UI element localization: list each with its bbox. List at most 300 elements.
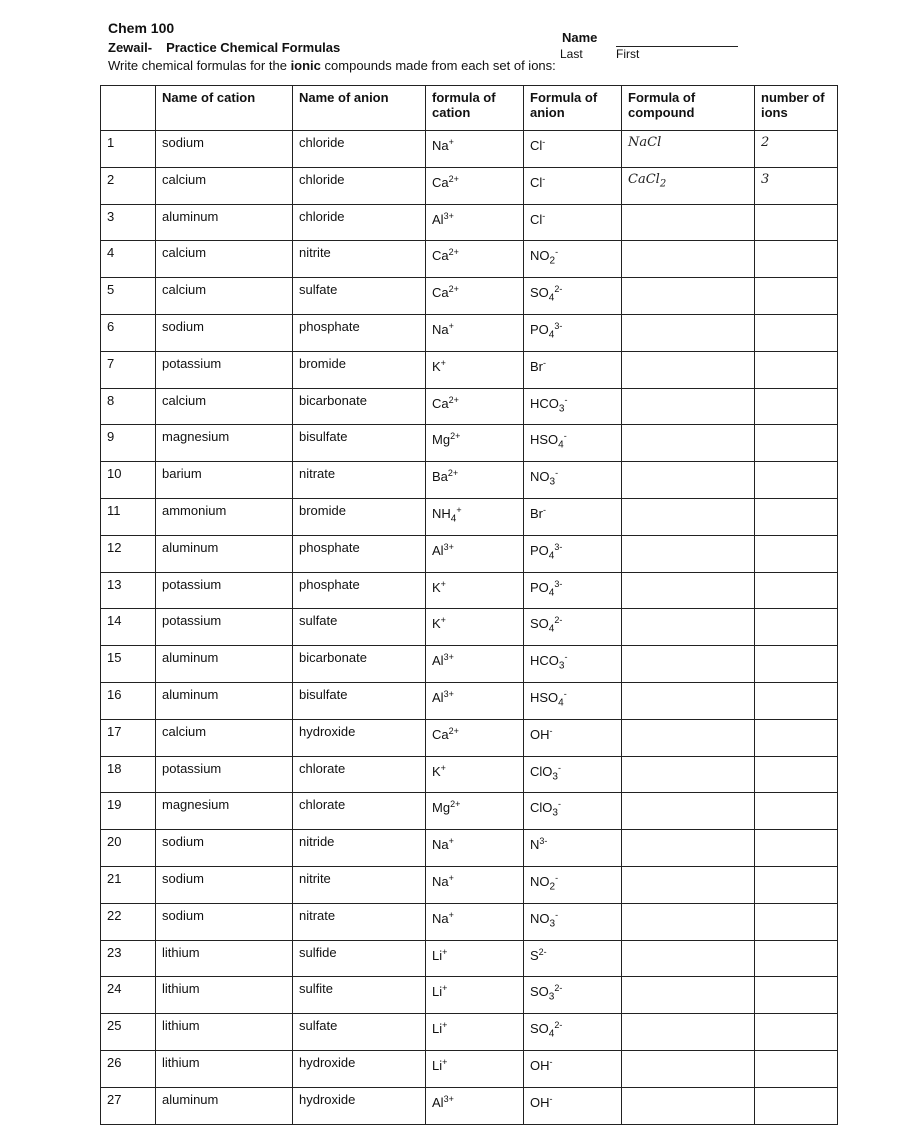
cation-name: sodium	[156, 314, 293, 351]
anion-name: bisulfate	[293, 682, 426, 719]
anion-formula	[524, 314, 622, 351]
row-number: 27	[101, 1087, 156, 1124]
cation-symbol: Ca	[432, 726, 449, 742]
anion-charge: -	[555, 872, 559, 883]
cation-charge: +	[448, 137, 454, 147]
anion-symbol: $SO_4$	[530, 285, 555, 304]
cation-symbol: K	[432, 616, 441, 632]
ion-count-input[interactable]: 3	[755, 167, 838, 204]
table-row	[101, 425, 838, 462]
compound-formula-input[interactable]	[622, 351, 755, 388]
compound-formula-input[interactable]	[622, 1014, 755, 1051]
anion-formula	[524, 830, 622, 867]
anion-symbol: $NO_3$	[530, 469, 556, 488]
ion-count-input[interactable]	[755, 241, 838, 278]
anion-symbol: Br	[530, 505, 543, 521]
instructions	[108, 58, 556, 73]
cation-charge: 2+	[447, 468, 459, 479]
anion-name: phosphate	[293, 535, 426, 572]
worksheet-title: Practice Chemical Formulas	[166, 40, 341, 55]
cation-formula	[426, 314, 524, 351]
anion-name: bicarbonate	[293, 388, 426, 425]
compound-formula-input[interactable]	[622, 498, 755, 535]
anion-formula	[524, 646, 622, 683]
header-anion-formula: Formula of anion	[524, 86, 622, 131]
table-row	[101, 1087, 838, 1124]
header-ion-count: number of ions	[755, 86, 838, 131]
cation-formula	[426, 498, 524, 535]
ion-count-input[interactable]: 2	[755, 131, 838, 168]
row-number: 18	[101, 756, 156, 793]
anion-name: bromide	[293, 351, 426, 388]
ion-count-input[interactable]	[755, 1050, 838, 1087]
cation-formula	[426, 682, 524, 719]
compound-formula-input[interactable]	[622, 903, 755, 940]
anion-formula	[524, 167, 622, 204]
compound-formula-input[interactable]	[622, 793, 755, 830]
cation-formula	[426, 462, 524, 499]
ion-count-input[interactable]	[755, 278, 838, 315]
cation-symbol: Na	[432, 321, 449, 337]
cation-symbol: Ca	[432, 248, 449, 264]
row-number: 11	[101, 498, 156, 535]
anion-charge: -	[543, 357, 546, 368]
table-row	[101, 977, 838, 1014]
row-number: 20	[101, 830, 156, 867]
anion-symbol: $SO_4$	[530, 1021, 555, 1040]
cation-symbol: $NH_4$	[432, 505, 457, 525]
anion-symbol: $PO_4$	[530, 321, 555, 341]
cation-formula	[426, 866, 524, 903]
row-number: 1	[101, 131, 156, 168]
ion-count-input[interactable]	[755, 351, 838, 388]
cation-symbol: Li	[432, 947, 443, 963]
cation-name: aluminum	[156, 1087, 293, 1124]
anion-name: nitrate	[293, 903, 426, 940]
anion-symbol: $SO_4$	[530, 616, 555, 635]
worksheet-subtitle	[108, 40, 340, 55]
table-row	[101, 646, 838, 683]
cation-symbol: Na	[432, 837, 449, 853]
anion-formula	[524, 866, 622, 903]
cation-symbol: Mg	[432, 432, 451, 448]
anion-symbol: $PO_4$	[530, 579, 555, 599]
cation-symbol: K	[432, 763, 441, 779]
ion-count-input[interactable]	[755, 535, 838, 572]
ion-count-input[interactable]	[755, 977, 838, 1014]
ion-count-input[interactable]	[755, 314, 838, 351]
anion-charge: -	[555, 247, 559, 258]
table-row	[101, 314, 838, 351]
cation-charge: +	[440, 357, 446, 368]
anion-name: sulfite	[293, 977, 426, 1014]
compound-formula-input[interactable]	[622, 1087, 755, 1124]
cation-symbol: Al	[432, 689, 444, 705]
anion-charge: -	[564, 652, 568, 663]
cation-charge: +	[440, 578, 446, 589]
cation-formula	[426, 646, 524, 683]
anion-formula	[524, 719, 622, 756]
ion-count-input[interactable]	[755, 793, 838, 830]
row-number: 8	[101, 388, 156, 425]
table-row	[101, 351, 838, 388]
cation-charge: 3+	[443, 541, 454, 552]
ion-count-input[interactable]	[755, 572, 838, 609]
cation-symbol: Na	[432, 873, 449, 889]
anion-name: chlorate	[293, 793, 426, 830]
cation-name: aluminum	[156, 204, 293, 241]
compound-formula-input[interactable]	[622, 609, 755, 646]
cation-charge: +	[440, 762, 446, 773]
header-number	[101, 86, 156, 131]
cation-name: sodium	[156, 866, 293, 903]
table-row	[101, 1050, 838, 1087]
anion-formula	[524, 425, 622, 462]
table-row	[101, 830, 838, 867]
anion-symbol: $HCO_3$	[530, 653, 565, 672]
anion-name: hydroxide	[293, 1087, 426, 1124]
table-row	[101, 462, 838, 499]
table-row	[101, 940, 838, 977]
anion-symbol: Cl	[530, 138, 543, 153]
compound-formula-input[interactable]	[622, 535, 755, 572]
ion-count-input[interactable]	[755, 866, 838, 903]
anion-symbol: ClO$_3$	[530, 800, 558, 819]
anion-formula	[524, 572, 622, 609]
cation-name: potassium	[156, 572, 293, 609]
cation-charge: +	[456, 504, 462, 515]
cation-charge: 2+	[448, 394, 459, 405]
cation-name: sodium	[156, 131, 293, 168]
anion-formula	[524, 793, 622, 830]
anion-charge: -	[542, 210, 546, 221]
compound-formula-input[interactable]	[622, 572, 755, 609]
table-row	[101, 131, 838, 168]
anion-symbol: Cl	[530, 174, 543, 190]
header-cation-name: Name of cation	[156, 86, 293, 131]
compound-formula-input[interactable]	[622, 462, 755, 499]
anion-charge: 3-	[554, 578, 563, 589]
first-name-label: First	[616, 47, 640, 61]
cation-charge: 3+	[443, 210, 454, 221]
cation-charge: 3+	[443, 1093, 454, 1104]
anion-formula	[524, 462, 622, 499]
ion-count-input[interactable]	[755, 388, 838, 425]
anion-charge: -	[543, 504, 546, 515]
ion-count-input[interactable]	[755, 682, 838, 719]
anion-name: nitrite	[293, 241, 426, 278]
anion-name: chloride	[293, 204, 426, 241]
anion-charge: -	[563, 431, 567, 442]
compound-formula-input[interactable]	[622, 940, 755, 977]
cation-symbol: Al	[432, 211, 444, 227]
compound-formula-input[interactable]	[622, 204, 755, 241]
cation-symbol: Ba	[432, 469, 448, 485]
cation-symbol: Al	[432, 542, 444, 558]
anion-charge: -	[564, 394, 568, 405]
ion-count-input[interactable]	[755, 719, 838, 756]
compound-formula-input[interactable]	[622, 278, 755, 315]
anion-formula	[524, 609, 622, 646]
row-number: 23	[101, 940, 156, 977]
cation-name: ammonium	[156, 498, 293, 535]
cation-formula	[426, 830, 524, 867]
cation-name: potassium	[156, 351, 293, 388]
cation-formula	[426, 131, 524, 168]
anion-symbol: Br	[530, 358, 543, 374]
cation-symbol: Na	[432, 910, 449, 926]
row-number: 19	[101, 793, 156, 830]
cation-charge: 3+	[443, 688, 454, 699]
cation-charge: 2+	[448, 725, 459, 736]
cation-formula	[426, 940, 524, 977]
cation-charge: +	[442, 1056, 448, 1067]
cation-symbol: Mg	[432, 800, 451, 816]
course-title: Chem 100	[108, 20, 175, 36]
anion-formula	[524, 756, 622, 793]
table-row	[101, 682, 838, 719]
compound-formula-input[interactable]	[622, 646, 755, 683]
ion-count-input[interactable]	[755, 1087, 838, 1124]
cation-formula	[426, 278, 524, 315]
compound-formula-input[interactable]	[622, 241, 755, 278]
anion-symbol: $NO_2$	[530, 248, 556, 267]
cation-name: calcium	[156, 241, 293, 278]
anion-symbol: ClO$_3$	[530, 763, 558, 783]
header-cation-formula: formula of cation	[426, 86, 524, 131]
anion-charge: -	[549, 1056, 553, 1067]
cation-name: calcium	[156, 719, 293, 756]
anion-formula	[524, 131, 622, 168]
name-label: Name	[562, 30, 598, 45]
compound-formula-input[interactable]	[622, 830, 755, 867]
cation-formula	[426, 351, 524, 388]
ion-count-input[interactable]	[755, 498, 838, 535]
anion-formula	[524, 977, 622, 1014]
cation-symbol: Al	[432, 653, 444, 669]
anion-charge: -	[557, 799, 561, 810]
cation-charge: 2+	[448, 247, 459, 258]
anion-charge: 2-	[554, 284, 563, 295]
anion-charge: 3-	[554, 320, 563, 331]
cation-formula	[426, 204, 524, 241]
anion-name: bromide	[293, 498, 426, 535]
cation-symbol: K	[432, 579, 441, 595]
cation-formula	[426, 1087, 524, 1124]
table-row	[101, 241, 838, 278]
anion-charge: -	[555, 468, 559, 479]
cation-charge: +	[448, 909, 454, 920]
anion-symbol: OH	[530, 1057, 550, 1073]
ion-count-input[interactable]	[755, 462, 838, 499]
cation-formula	[426, 535, 524, 572]
table-row	[101, 388, 838, 425]
ion-count-input[interactable]	[755, 425, 838, 462]
cation-formula	[426, 425, 524, 462]
cation-charge: +	[448, 320, 454, 331]
compound-formula-input[interactable]	[622, 1050, 755, 1087]
cation-formula	[426, 719, 524, 756]
row-number: 3	[101, 204, 156, 241]
cation-symbol: Li	[432, 1021, 443, 1037]
cation-charge: 3+	[443, 652, 454, 663]
row-number: 22	[101, 903, 156, 940]
cation-name: calcium	[156, 278, 293, 315]
cation-formula	[426, 388, 524, 425]
table-row	[101, 903, 838, 940]
cation-name: aluminum	[156, 646, 293, 683]
cation-charge: 2+	[450, 799, 461, 810]
row-number: 6	[101, 314, 156, 351]
compound-formula-input[interactable]	[622, 977, 755, 1014]
ion-count-input[interactable]	[755, 1014, 838, 1051]
ion-count-input[interactable]	[755, 646, 838, 683]
cation-name: sodium	[156, 903, 293, 940]
anion-charge: -	[555, 909, 559, 920]
row-number: 15	[101, 646, 156, 683]
compound-formula-input[interactable]	[622, 866, 755, 903]
anion-name: phosphate	[293, 314, 426, 351]
compound-formula-input[interactable]	[622, 314, 755, 351]
ion-count-input[interactable]	[755, 609, 838, 646]
compound-formula-input[interactable]	[622, 682, 755, 719]
anion-charge: 3-	[539, 836, 548, 847]
anion-name: sulfate	[293, 278, 426, 315]
ion-count-input[interactable]	[755, 830, 838, 867]
cation-charge: +	[442, 946, 448, 957]
anion-name: phosphate	[293, 572, 426, 609]
anion-name: bisulfate	[293, 425, 426, 462]
cation-formula	[426, 167, 524, 204]
table-row	[101, 167, 838, 204]
row-number: 4	[101, 241, 156, 278]
anion-charge: -	[549, 1093, 553, 1104]
anion-charge: -	[549, 725, 553, 736]
cation-symbol: Al	[432, 1094, 444, 1110]
compound-formula-input[interactable]: CaCl$_2$	[622, 167, 755, 204]
cation-symbol: K	[432, 358, 441, 374]
anion-formula	[524, 241, 622, 278]
cation-name: calcium	[156, 167, 293, 204]
anion-name: nitrate	[293, 462, 426, 499]
anion-formula	[524, 351, 622, 388]
table-row	[101, 609, 838, 646]
anion-formula	[524, 204, 622, 241]
anion-symbol: N	[530, 837, 540, 853]
anion-formula	[524, 388, 622, 425]
ion-count-input[interactable]	[755, 204, 838, 241]
anion-symbol: $SO_3$	[530, 984, 555, 1003]
anion-symbol: OH	[530, 726, 550, 742]
formula-table	[100, 85, 838, 1125]
cation-name: potassium	[156, 609, 293, 646]
row-number: 17	[101, 719, 156, 756]
cation-formula	[426, 977, 524, 1014]
cation-charge: 2+	[450, 431, 461, 442]
table-row	[101, 572, 838, 609]
row-number: 24	[101, 977, 156, 1014]
anion-formula	[524, 903, 622, 940]
anion-symbol: Cl	[530, 211, 543, 227]
anion-charge: 3-	[554, 541, 563, 552]
cation-formula	[426, 1050, 524, 1087]
cation-symbol: Ca	[432, 285, 449, 301]
cation-charge: +	[442, 983, 448, 994]
cation-charge: 2+	[448, 284, 459, 295]
cation-formula	[426, 572, 524, 609]
instructions-pre: Write chemical formulas for the	[108, 58, 287, 73]
cation-name: aluminum	[156, 535, 293, 572]
table-row	[101, 866, 838, 903]
anion-symbol: $PO_4$	[530, 542, 555, 562]
cation-charge: +	[442, 1020, 448, 1031]
row-number: 7	[101, 351, 156, 388]
anion-name: sulfate	[293, 609, 426, 646]
anion-formula	[524, 682, 622, 719]
table-row	[101, 535, 838, 572]
cation-formula	[426, 903, 524, 940]
compound-formula-input[interactable]	[622, 756, 755, 793]
cation-name: magnesium	[156, 425, 293, 462]
worksheet-header	[108, 20, 888, 80]
anion-symbol: $HCO_3$	[530, 395, 565, 415]
row-number: 9	[101, 425, 156, 462]
cation-name: magnesium	[156, 793, 293, 830]
anion-name: chloride	[293, 167, 426, 204]
compound-formula-input[interactable]	[622, 388, 755, 425]
anion-name: chlorate	[293, 756, 426, 793]
cation-charge: 2+	[448, 173, 459, 184]
instructor-name: Zewail-	[108, 40, 153, 55]
row-number: 16	[101, 682, 156, 719]
anion-formula	[524, 278, 622, 315]
cation-formula	[426, 241, 524, 278]
cation-symbol: Li	[432, 984, 443, 1000]
row-number: 14	[101, 609, 156, 646]
cation-name: lithium	[156, 940, 293, 977]
anion-charge: -	[542, 137, 546, 147]
anion-name: hydroxide	[293, 719, 426, 756]
anion-name: sulfate	[293, 1014, 426, 1051]
last-name-label: Last	[560, 47, 583, 61]
anion-symbol: S	[530, 947, 539, 963]
table-row	[101, 719, 838, 756]
anion-name: bicarbonate	[293, 646, 426, 683]
compound-formula-input[interactable]	[622, 719, 755, 756]
anion-formula	[524, 940, 622, 977]
anion-charge: 2-	[554, 1020, 563, 1031]
table-row	[101, 1014, 838, 1051]
row-number: 2	[101, 167, 156, 204]
cation-formula	[426, 1014, 524, 1051]
cation-symbol: Na	[432, 138, 449, 153]
anion-charge: -	[557, 762, 561, 773]
ion-count-input[interactable]	[755, 903, 838, 940]
compound-formula-input[interactable]	[622, 425, 755, 462]
cation-name: barium	[156, 462, 293, 499]
row-number: 12	[101, 535, 156, 572]
table-row	[101, 793, 838, 830]
row-number: 10	[101, 462, 156, 499]
ion-count-input[interactable]	[755, 940, 838, 977]
instructions-post: compounds made from each set of ions:	[324, 58, 556, 73]
anion-charge: -	[542, 173, 546, 184]
row-number: 26	[101, 1050, 156, 1087]
ion-count-input[interactable]	[755, 756, 838, 793]
anion-formula	[524, 1087, 622, 1124]
anion-formula	[524, 1014, 622, 1051]
compound-formula-input[interactable]: NaCl	[622, 131, 755, 168]
